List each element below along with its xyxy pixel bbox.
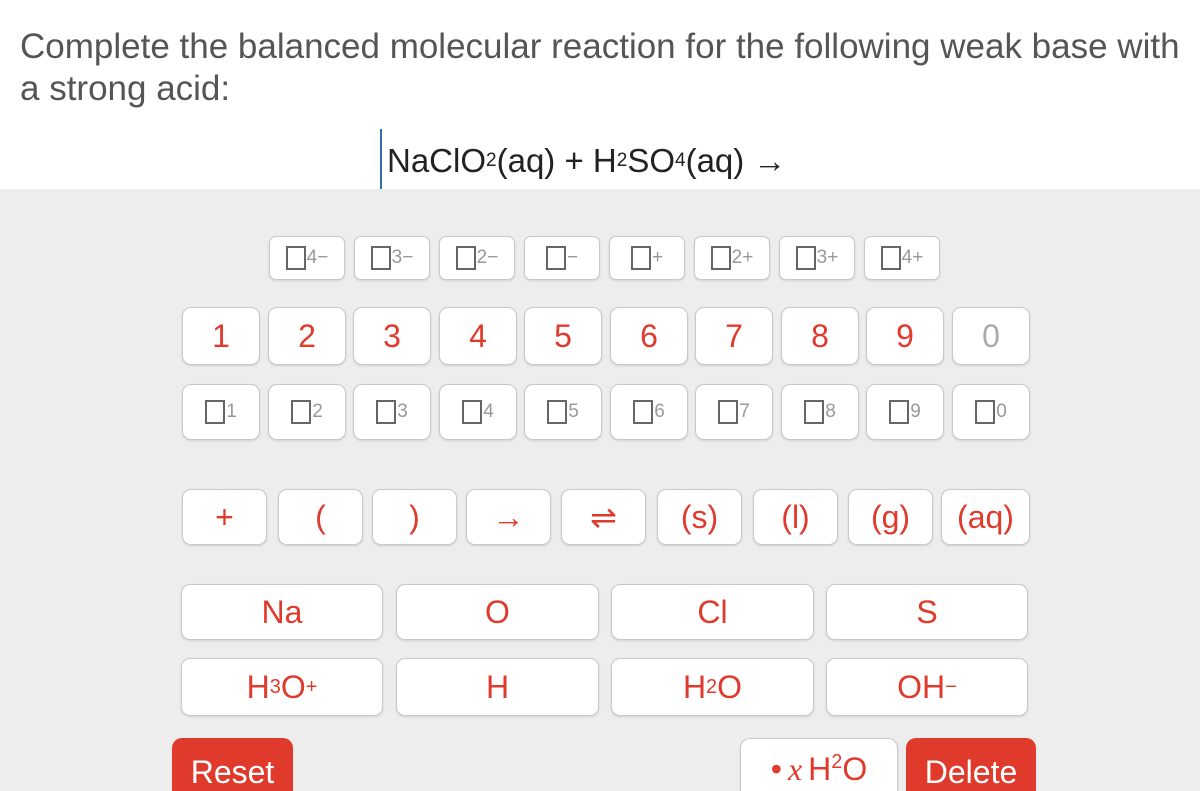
placeholder-box-icon <box>376 400 396 424</box>
eq-reactant-1: NaClO <box>387 142 487 179</box>
subscript-key-0[interactable]: 0 <box>952 384 1030 440</box>
charge-key-2minus[interactable]: 2− <box>439 236 515 280</box>
plus-key[interactable]: + <box>182 489 267 545</box>
placeholder-box-icon <box>889 400 909 424</box>
number-key-9[interactable]: 9 <box>866 307 944 365</box>
solid-state-key[interactable]: (s) <box>657 489 742 545</box>
eq-text: (aq) → <box>685 142 787 179</box>
eq-text: SO <box>627 142 675 179</box>
placeholder-box-icon <box>711 246 731 270</box>
equilibrium-key[interactable]: ⇌ <box>561 489 646 545</box>
hydroxide-key[interactable]: OH − <box>826 658 1028 716</box>
number-key-5[interactable]: 5 <box>524 307 602 365</box>
element-key-s[interactable]: S <box>826 584 1028 640</box>
element-key-cl[interactable]: Cl <box>611 584 814 640</box>
hydrate-water-button[interactable]: • x H $^2$ O <box>740 738 898 791</box>
subscript-key-9[interactable]: 9 <box>866 384 944 440</box>
number-key-7[interactable]: 7 <box>695 307 773 365</box>
equation-input[interactable] <box>380 136 786 186</box>
question-prompt: Complete the balanced molecular reaction for the following weak base with a strong acid: <box>20 27 1180 108</box>
charge-key-3minus[interactable]: 3− <box>354 236 430 280</box>
number-key-1[interactable]: 1 <box>182 307 260 365</box>
number-key-0[interactable]: 0 <box>952 307 1030 365</box>
placeholder-box-icon <box>291 400 311 424</box>
eq-text: (aq) + H <box>496 142 617 179</box>
charge-key-4minus[interactable]: 4− <box>269 236 345 280</box>
number-key-4[interactable]: 4 <box>439 307 517 365</box>
element-key-na[interactable]: Na <box>181 584 383 640</box>
placeholder-box-icon <box>975 400 995 424</box>
liquid-state-key[interactable]: (l) <box>753 489 838 545</box>
placeholder-box-icon <box>881 246 901 270</box>
placeholder-box-icon <box>462 400 482 424</box>
subscript-key-3[interactable]: 3 <box>353 384 431 440</box>
placeholder-box-icon <box>796 246 816 270</box>
subscript-key-1[interactable]: 1 <box>182 384 260 440</box>
delete-button[interactable]: Delete <box>906 738 1036 791</box>
placeholder-box-icon <box>456 246 476 270</box>
subscript-key-7[interactable]: 7 <box>695 384 773 440</box>
placeholder-box-icon <box>286 246 306 270</box>
arrow-key[interactable]: → <box>466 489 551 545</box>
water-key[interactable]: H 2 O <box>611 658 814 716</box>
subscript-key-6[interactable]: 6 <box>610 384 688 440</box>
close-paren-key[interactable]: ) <box>372 489 457 545</box>
reset-button[interactable]: Reset <box>172 738 293 791</box>
chem-keyboard <box>0 189 1200 791</box>
subscript-key-8[interactable]: 8 <box>781 384 859 440</box>
element-key-h[interactable]: H <box>396 658 599 716</box>
number-key-3[interactable]: 3 <box>353 307 431 365</box>
aqueous-state-key[interactable]: (aq) <box>941 489 1030 545</box>
open-paren-key[interactable]: ( <box>278 489 363 545</box>
eq-sub: 2 <box>486 150 497 171</box>
eq-sub: 2 <box>616 150 628 171</box>
placeholder-box-icon <box>718 400 738 424</box>
charge-key-plus[interactable]: + <box>609 236 685 280</box>
number-key-8[interactable]: 8 <box>781 307 859 365</box>
charge-key-4plus[interactable]: 4+ <box>864 236 940 280</box>
placeholder-box-icon <box>547 400 567 424</box>
subscript-key-5[interactable]: 5 <box>524 384 602 440</box>
gas-state-key[interactable]: (g) <box>848 489 933 545</box>
number-key-6[interactable]: 6 <box>610 307 688 365</box>
placeholder-box-icon <box>371 246 391 270</box>
placeholder-box-icon <box>631 246 651 270</box>
placeholder-box-icon <box>633 400 653 424</box>
placeholder-box-icon <box>205 400 225 424</box>
charge-key-minus[interactable]: − <box>524 236 600 280</box>
charge-key-3plus[interactable]: 3+ <box>779 236 855 280</box>
charge-key-2plus[interactable]: 2+ <box>694 236 770 280</box>
placeholder-box-icon <box>804 400 824 424</box>
hydronium-key[interactable]: H 3 O + <box>181 658 383 716</box>
eq-sub: 4 <box>675 150 686 171</box>
placeholder-box-icon <box>546 246 566 270</box>
subscript-key-4[interactable]: 4 <box>439 384 517 440</box>
text-cursor <box>380 129 382 193</box>
element-key-o[interactable]: O <box>396 584 599 640</box>
subscript-key-2[interactable]: 2 <box>268 384 346 440</box>
number-key-2[interactable]: 2 <box>268 307 346 365</box>
